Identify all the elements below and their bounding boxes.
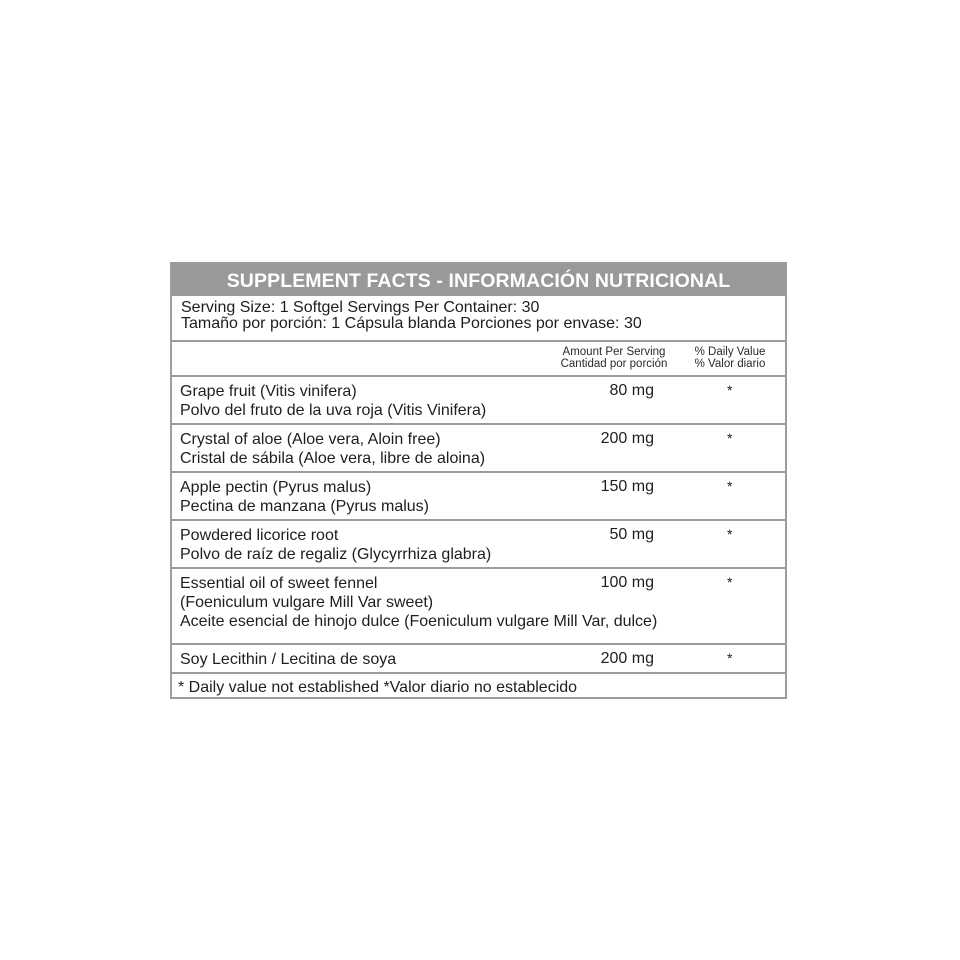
ingredient-daily-value: * [727, 649, 733, 666]
serving-line-en: Serving Size: 1 Softgel Servings Per Container: 30 [181, 299, 540, 316]
serving-info [172, 296, 785, 342]
amount-header-en: Amount Per Serving [562, 346, 666, 358]
ingredient-row [172, 569, 785, 644]
ingredient-row [172, 425, 785, 473]
amount-header-es: Cantidad por porción [560, 357, 668, 370]
ingredient-amount: 200 mg [600, 649, 654, 667]
ingredient-name-en: Powdered licorice root [180, 527, 339, 545]
ingredient-name-latin: (Foeniculum vulgare Mill Var sweet) [180, 594, 434, 612]
dv-header-es: % Valor diario [694, 357, 766, 370]
amount-column-header [556, 347, 672, 370]
ingredient-amount: 80 mg [609, 382, 654, 399]
ingredient-name-es: Aceite esencial de hinojo dulce (Foeniculum vulgare Mill Var, dulce) [180, 613, 658, 631]
ingredient-daily-value: * [727, 574, 733, 591]
panel-title: SUPPLEMENT FACTS - INFORMACIÓN NUTRICIONAL [172, 264, 785, 296]
ingredient-name-es: Pectina de manzana (Pyrus malus) [180, 498, 429, 516]
ingredient-name-en: Grape fruit (Vitis vinifera) [180, 383, 357, 400]
ingredient-name-en: Apple pectin (Pyrus malus) [180, 479, 372, 497]
ingredient-amount: 50 mg [609, 526, 654, 544]
ingredient-row [172, 521, 785, 569]
dv-header-en: % Daily Value [694, 346, 766, 358]
ingredient-daily-value: * [727, 430, 733, 447]
ingredient-name-en: Essential oil of sweet fennel [180, 575, 378, 593]
ingredient-row [172, 473, 785, 521]
column-headers [172, 342, 785, 377]
ingredient-name-es: Polvo de raíz de regaliz (Glycyrrhiza glabra) [180, 546, 492, 564]
ingredient-row [172, 377, 785, 425]
ingredient-name-es: Cristal de sábila (Aloe vera, libre de aloina) [180, 450, 486, 468]
ingredient-name-en: Crystal of aloe (Aloe vera, Aloin free) [180, 431, 441, 449]
ingredient-daily-value: * [727, 382, 733, 398]
ingredient-name: Soy Lecithin / Lecitina de soya [180, 650, 397, 668]
ingredient-amount: 200 mg [600, 430, 654, 448]
ingredient-name-es: Polvo del fruto de la uva roja (Vitis Vinifera) [180, 402, 487, 419]
ingredient-daily-value: * [727, 478, 733, 495]
daily-value-column-header [685, 347, 775, 370]
ingredient-row [172, 645, 785, 674]
footnote: * Daily value not established *Valor diario no establecido [178, 678, 578, 696]
supplement-facts-panel [170, 262, 787, 699]
serving-line-es: Tamaño por porción: 1 Cápsula blanda Porciones por envase: 30 [181, 315, 642, 332]
ingredient-amount: 150 mg [600, 478, 654, 496]
ingredient-daily-value: * [727, 526, 733, 543]
ingredient-amount: 100 mg [600, 574, 654, 592]
